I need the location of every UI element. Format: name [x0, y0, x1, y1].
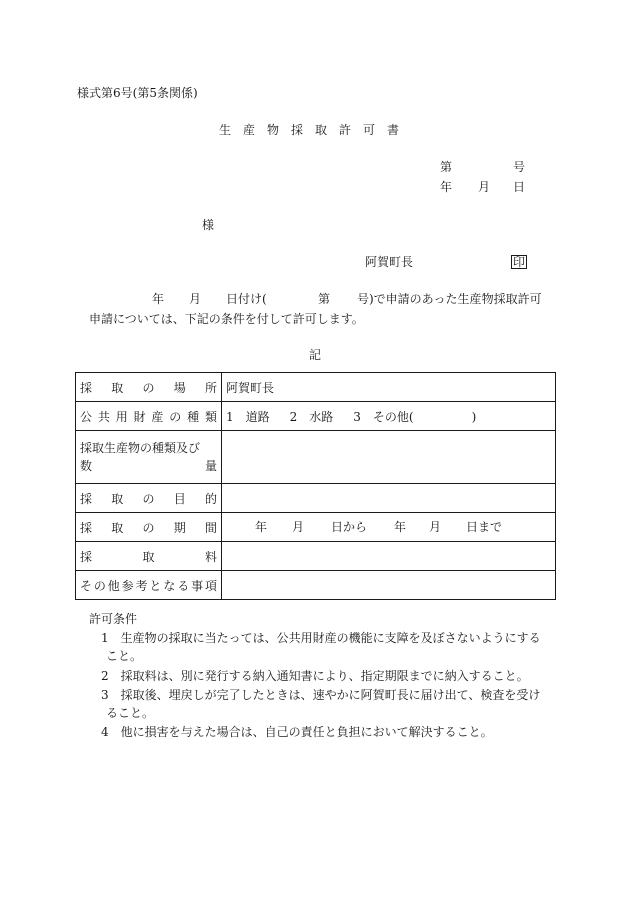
date-month: 月 — [478, 180, 491, 194]
row-value — [222, 431, 556, 484]
body-dated-open: 日付け( — [226, 292, 267, 306]
row-value — [222, 484, 556, 513]
period-to-month: 月 — [429, 520, 442, 534]
type-option-waterway: 2 水路 — [289, 409, 334, 424]
period-to-day: 日まで — [466, 520, 503, 534]
condition-item — [101, 723, 554, 741]
record-heading: 記 — [309, 348, 322, 362]
form-number-label: 様式第6号(第5条関係) — [77, 86, 198, 100]
condition-line: 3 採取後、埋戻しが完了したときは、速やかに阿賀町長に届け出て、検査を受け — [101, 688, 541, 702]
table-row — [76, 571, 556, 600]
table-row — [76, 542, 556, 571]
type-option-other-close: ) — [471, 409, 477, 424]
type-option-road: 1 道路 — [226, 409, 270, 424]
table-row — [76, 431, 556, 484]
row-label: 公共用財産の種類 — [80, 409, 217, 424]
table-row — [76, 373, 556, 402]
body-year: 年 — [152, 292, 165, 306]
condition-item — [101, 686, 554, 722]
row-value — [222, 542, 556, 571]
seal-stamp: 印 — [513, 255, 526, 269]
row-label: 採取料 — [80, 549, 217, 564]
addressee-suffix: 様 — [202, 218, 215, 232]
row-label: 採取の目的 — [80, 491, 217, 506]
date-day: 日 — [513, 180, 526, 194]
document-title: 生産物採取許可書 — [218, 123, 411, 137]
row-label: その他参考となる事項 — [80, 578, 217, 593]
table-row — [76, 402, 556, 431]
conditions-heading: 許可条件 — [89, 612, 138, 626]
row-label-left: 数 — [80, 459, 93, 473]
body-month: 月 — [189, 292, 202, 306]
table-row — [76, 484, 556, 513]
doc-number-go: 号 — [513, 160, 526, 174]
row-label-right: 量 — [204, 459, 217, 473]
row-value: 阿賀町長 — [222, 373, 556, 402]
condition-item — [101, 667, 554, 685]
body-line2: 申請については、下記の条件を付して許可します。 — [89, 312, 364, 326]
record-table — [75, 372, 556, 600]
period-from-day: 日から — [331, 520, 368, 534]
table-row — [76, 513, 556, 542]
type-option-other: 3 その他( — [353, 409, 414, 424]
issuer-name: 阿賀町長 — [365, 255, 414, 269]
date-year: 年 — [440, 180, 453, 194]
condition-item — [101, 629, 554, 665]
row-label-top: 採取生産物の種類及び — [80, 441, 201, 455]
body-tail: 号)で申請のあった生産物採取許可 — [357, 292, 542, 306]
body-dai: 第 — [318, 292, 331, 306]
condition-continuation: こと。 — [106, 649, 143, 663]
condition-line: 1 生産物の採取に当たっては、公共用財産の機能に支障を及ぼさないようにする — [101, 631, 541, 645]
condition-line: 4 他に損害を与えた場合は、自己の責任と負担において解決すること。 — [101, 725, 493, 739]
row-value — [222, 571, 556, 600]
condition-continuation: ること。 — [106, 706, 155, 720]
period-to-year: 年 — [394, 520, 407, 534]
row-label: 採取の場所 — [80, 380, 217, 395]
period-from-year: 年 — [255, 520, 268, 534]
doc-number-dai: 第 — [440, 160, 453, 174]
row-label: 採取の期間 — [80, 520, 217, 535]
condition-line: 2 採取料は、別に発行する納入通知書により、指定期限までに納入すること。 — [101, 669, 529, 683]
period-from-month: 月 — [292, 520, 305, 534]
